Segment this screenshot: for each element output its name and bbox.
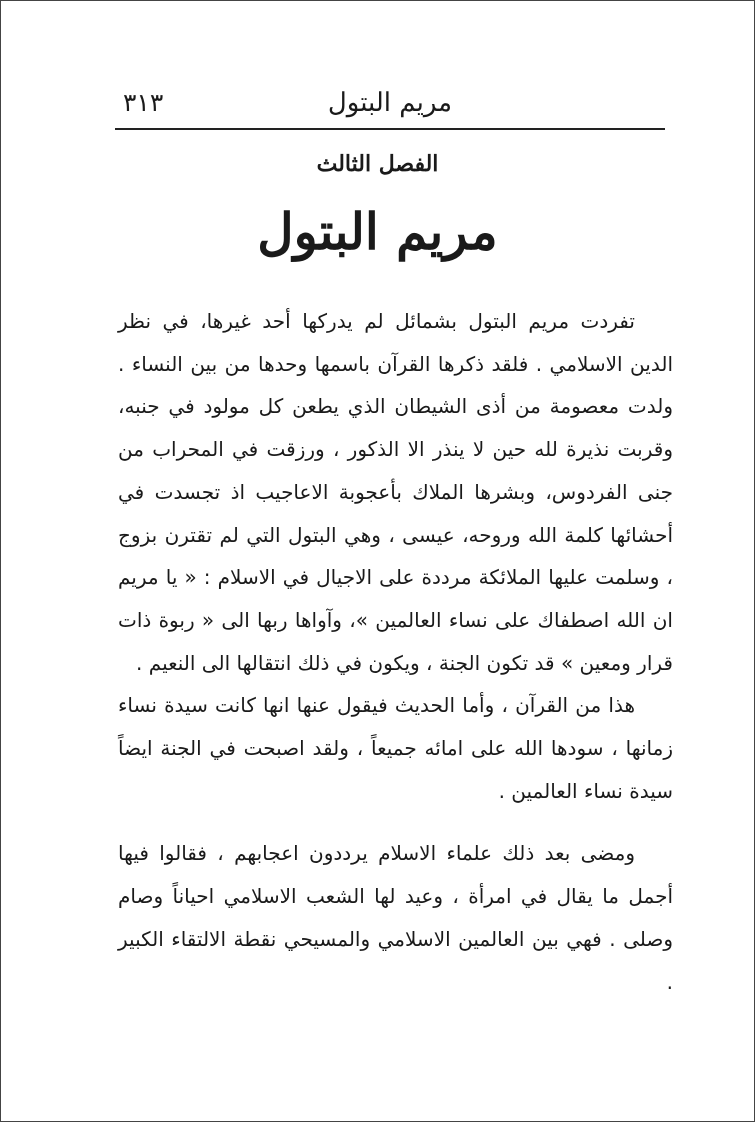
paragraph: [118, 832, 673, 1003]
paragraph-text: ومضى بعد ذلك علماء الاسلام يرددون اعجابهم ، فقالوا فيها أجمل ما يقال في امرأة ، وعيد لها الشعب الاسلامي احياناً وصام وصلى . فهي بين العالمين الاسلامي والمسيحي نقطة الالتقاء الكبير .: [118, 841, 673, 994]
paragraph: [118, 300, 673, 684]
running-header: [115, 84, 665, 124]
paragraph-text: هذا من القرآن ، وأما الحديث فيقول عنها انها كانت سيدة نساء زمانها ، سودها الله على امائه جميعاً ، ولقد اصبحت في الجنة ايضاً سيدة نساء العالمين .: [118, 693, 673, 803]
paragraph: [118, 684, 673, 812]
header-rule: [115, 128, 665, 130]
chapter-title: مريم البتول: [257, 202, 498, 261]
chapter-label: الفصل الثالث: [316, 151, 439, 177]
page-number: ٣١٣: [123, 88, 164, 117]
paragraph-text: تفردت مريم البتول بشمائل لم يدركها أحد غيرها، في نظر الدين الاسلامي . فلقد ذكرها القرآن باسمها وحدها من بين النساء . ولدت معصومة من أذى الشيطان الذي يطعن كل مولود في جنبه، وقربت نذيرة لله حين لا ينذر الا الذكور ، ورزقت في المحراب من جنى الفردوس، وبشرها الملاك بأعجوبة الاعاجيب اذ تجسدت في أحشائها كلمة الله وروحه، عيسى ، وهي البتول التي لم تقترن بزوج ، وسلمت عليها الملائكة مرددة على الاجيال في الاسلام : « يا مريم ان الله اصطفاك على نساء العالمين »، وآواها ربها الى « ربوة ذات قرار ومعين » قد تكون الجنة ، ويكون في ذلك انتقالها الى النعيم .: [118, 309, 673, 675]
running-title: مريم البتول: [327, 88, 453, 118]
body-text: [118, 300, 673, 1003]
